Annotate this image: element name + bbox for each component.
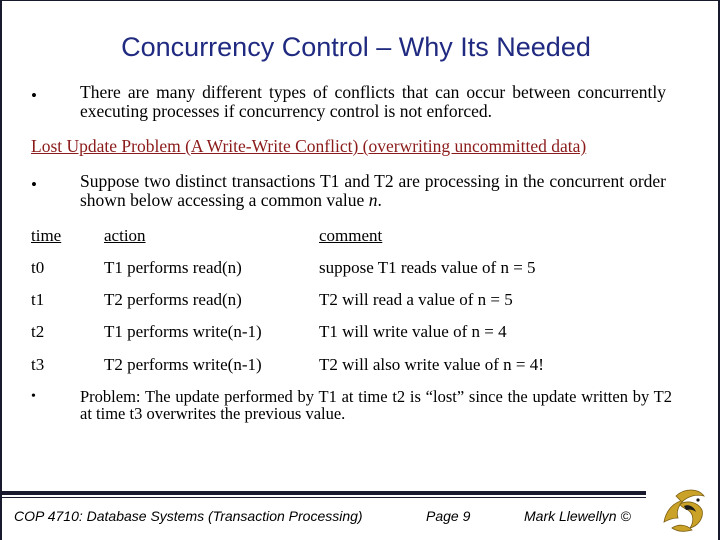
table-row (0, 355, 712, 377)
table-row (0, 290, 712, 312)
cell-comment: suppose T1 reads value of n = 5 (319, 258, 536, 277)
cell-time: t0 (31, 258, 45, 277)
problem-paragraph: Problem: The update performed by T1 at time t2 is “lost” since the update written by T2 at time t3 overwrites the previous value. (80, 387, 672, 423)
footer-course: COP 4710: Database Systems (Transaction Processing) (14, 508, 363, 524)
header-action: action (104, 226, 146, 245)
footer-author: Mark Llewellyn © (524, 508, 631, 524)
slide-title: Concurrency Control – Why Its Needed (121, 32, 591, 62)
cell-action: T2 performs write(n-1) (104, 355, 262, 374)
table-row (0, 322, 712, 344)
header-time: time (31, 226, 62, 245)
table-header (0, 226, 712, 248)
cell-action: T2 performs read(n) (104, 290, 242, 309)
cell-action: T1 performs write(n-1) (104, 322, 262, 341)
footer-page-number: Page 9 (426, 508, 471, 524)
bullet-icon: • (31, 86, 37, 105)
cell-action: T1 performs read(n) (104, 258, 242, 277)
table-row (0, 258, 712, 280)
cell-comment: T1 will write value of n = 4 (319, 322, 507, 341)
cell-time: t1 (31, 290, 45, 309)
pegasus-logo-icon (654, 482, 714, 538)
section-heading: Lost Update Problem (A Write-Write Conflict) (overwriting uncommitted data) (31, 136, 587, 156)
cell-comment: T2 will read a value of n = 5 (319, 290, 513, 309)
footer-rule (2, 491, 646, 495)
intro-paragraph: There are many different types of conflicts that can occur between concurrently executing processes if concurrency control is not enforced. (80, 82, 666, 121)
scenario-prefix: Suppose two distinct transactions T1 and T2 are processing in the concurrent order shown below accessing a common value (80, 171, 666, 210)
scenario-suffix: . (377, 190, 382, 210)
cell-time: t3 (31, 355, 45, 374)
footer-rule-thin (2, 497, 646, 498)
header-comment: comment (319, 226, 383, 245)
cell-comment: T2 will also write value of n = 4! (319, 355, 544, 374)
cell-time: t2 (31, 322, 45, 341)
scenario-variable: n (368, 190, 378, 210)
scenario-paragraph (80, 172, 666, 210)
bullet-icon: • (31, 175, 37, 194)
bullet-icon: • (31, 389, 36, 404)
